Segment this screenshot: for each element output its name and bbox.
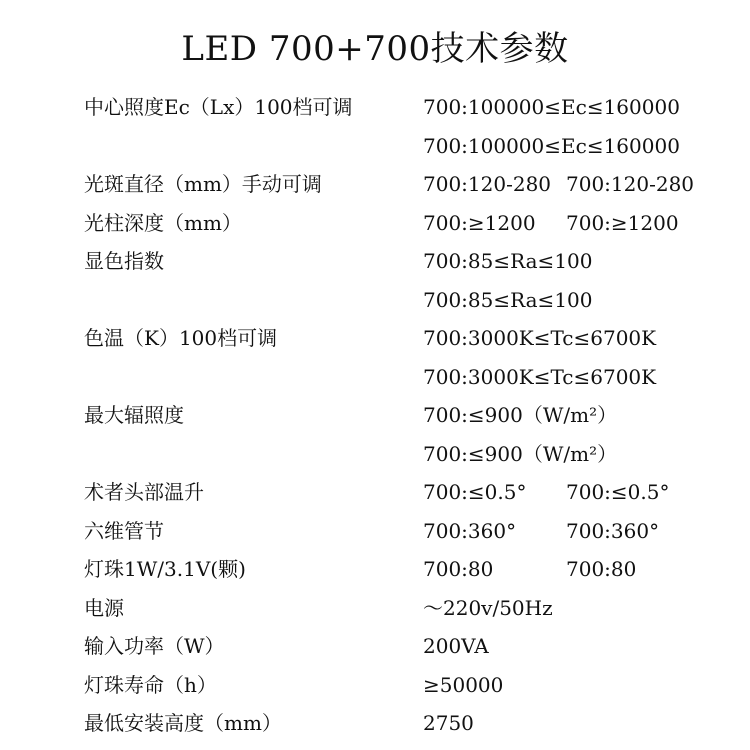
spec-value-secondary: 700:360° bbox=[566, 518, 660, 543]
spec-row bbox=[84, 281, 734, 320]
spec-label: 电源 bbox=[84, 595, 124, 620]
spec-table bbox=[84, 88, 734, 743]
spec-value: 700:3000K≤Tc≤6700K bbox=[423, 326, 657, 350]
spec-row bbox=[84, 242, 734, 281]
spec-value: 700:100000≤Ec≤160000 bbox=[423, 133, 680, 158]
spec-label: 灯珠1W/3.1V(颗) bbox=[84, 557, 246, 581]
spec-row bbox=[84, 435, 734, 474]
spec-row bbox=[84, 204, 734, 243]
spec-row bbox=[84, 589, 734, 628]
spec-row bbox=[84, 396, 734, 435]
spec-value: 700:120-280 bbox=[423, 172, 552, 196]
spec-label: 最低安装高度（mm） bbox=[84, 711, 282, 735]
spec-row bbox=[84, 319, 734, 358]
spec-label: 六维管节 bbox=[84, 518, 164, 543]
spec-value: 2750 bbox=[423, 711, 474, 735]
spec-row bbox=[84, 627, 734, 666]
spec-value: ～220v/50Hz bbox=[423, 595, 553, 620]
spec-value: 700:85≤Ra≤100 bbox=[423, 287, 593, 312]
spec-row bbox=[84, 165, 734, 204]
spec-label: 色温（K）100档可调 bbox=[84, 326, 278, 350]
spec-label: 输入功率（W） bbox=[84, 634, 225, 658]
spec-row bbox=[84, 704, 734, 743]
spec-value: 700:85≤Ra≤100 bbox=[423, 249, 593, 273]
spec-value: 200VA bbox=[423, 634, 489, 658]
spec-value: 700:3000K≤Tc≤6700K bbox=[423, 364, 657, 389]
spec-value-secondary: 700:≤0.5° bbox=[566, 480, 670, 504]
spec-label: 中心照度Ec（Lx）100档可调 bbox=[84, 95, 353, 119]
spec-label: 光柱深度（mm） bbox=[84, 210, 242, 235]
spec-row bbox=[84, 358, 734, 397]
spec-value-secondary: 700:120-280 bbox=[566, 172, 695, 196]
spec-row bbox=[84, 512, 734, 551]
spec-value: 700:≤0.5° bbox=[423, 480, 527, 504]
spec-label: 最大辐照度 bbox=[84, 403, 184, 427]
spec-label: 术者头部温升 bbox=[84, 480, 204, 504]
spec-row bbox=[84, 473, 734, 512]
spec-row bbox=[84, 127, 734, 166]
spec-label: 灯珠寿命（h） bbox=[84, 672, 217, 697]
spec-value: 700:80 bbox=[423, 557, 494, 581]
spec-row bbox=[84, 550, 734, 589]
spec-label: 光斑直径（mm）手动可调 bbox=[84, 172, 322, 196]
spec-value: ≥50000 bbox=[423, 672, 504, 697]
spec-row bbox=[84, 666, 734, 705]
spec-value-secondary: 700:80 bbox=[566, 557, 637, 581]
page-title: LED 700+700技术参数 bbox=[181, 29, 569, 69]
spec-label: 显色指数 bbox=[84, 249, 164, 273]
spec-value: 700:≥1200 bbox=[423, 210, 536, 235]
spec-value: 700:360° bbox=[423, 518, 517, 543]
spec-value: 700:≤900（W/m²） bbox=[423, 441, 618, 466]
spec-value-secondary: 700:≥1200 bbox=[566, 210, 679, 235]
spec-row bbox=[84, 88, 734, 127]
spec-value: 700:100000≤Ec≤160000 bbox=[423, 95, 680, 119]
spec-value: 700:≤900（W/m²） bbox=[423, 403, 618, 427]
